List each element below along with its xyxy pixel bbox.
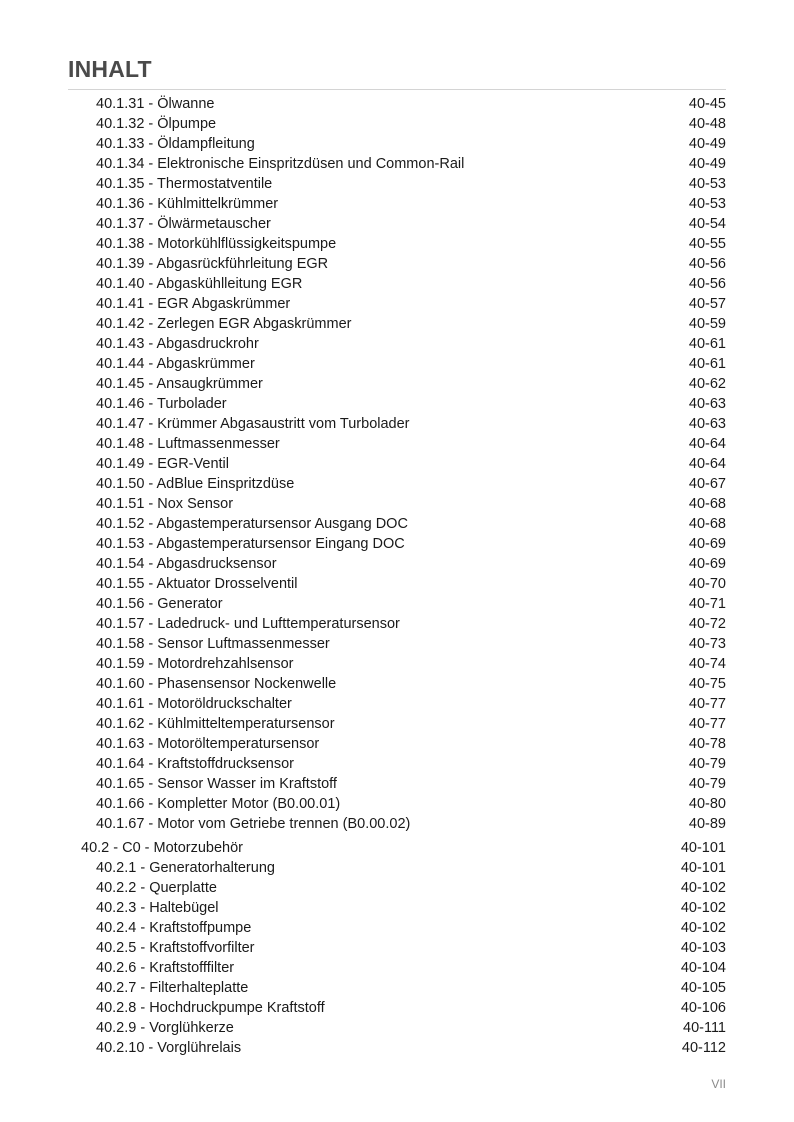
toc-entry-label: 40.1.57 - Ladedruck- und Lufttemperatursensor [96,616,400,632]
toc-entry[interactable] [0,1018,794,1038]
toc-entry-page: 40-59 [688,316,726,332]
toc-entry-page: 40-63 [688,396,726,412]
toc-entry-page: 40-63 [688,416,726,432]
toc-entry-page: 40-102 [680,920,726,936]
toc-entry-label: 40.1.56 - Generator [96,596,223,612]
toc-entry-page: 40-80 [688,796,726,812]
toc-entry-page: 40-48 [688,116,726,132]
toc-entry-label: 40.1.36 - Kühlmittelkrümmer [96,196,279,212]
toc-entry-label: 40.2 - C0 - Motorzubehör [81,840,243,856]
toc-entry-label: 40.1.48 - Luftmassenmesser [96,436,280,452]
toc-entry-label: 40.1.59 - Motordrehzahlsensor [96,656,294,672]
toc-entry[interactable] [0,938,794,958]
toc-entry-page: 40-71 [688,596,726,612]
toc-entry-page: 40-106 [680,1000,726,1016]
toc-entry-page: 40-53 [688,176,726,192]
toc-entry-page: 40-111 [683,1020,726,1036]
toc-entry-page: 40-72 [688,616,726,632]
toc-entry-label: 40.1.55 - Aktuator Drosselventil [96,576,298,592]
toc-entry-page: 40-55 [688,236,726,252]
toc-entry-page: 40-89 [688,816,726,832]
toc-entry-label: 40.2.4 - Kraftstoffpumpe [96,920,252,936]
toc-entry-label: 40.1.64 - Kraftstoffdrucksensor [96,756,295,772]
toc-entry-label: 40.2.1 - Generatorhalterung [96,860,275,876]
toc-entry-page: 40-77 [688,716,726,732]
toc-entry[interactable] [0,154,794,174]
toc-entry-page: 40-53 [688,196,726,212]
toc-entry-label: 40.1.37 - Ölwärmetauscher [96,216,271,232]
toc-entry-page: 40-68 [688,516,726,532]
toc-entry[interactable] [0,234,794,254]
toc-entry-page: 40-73 [688,636,726,652]
toc-entry-label: 40.1.58 - Sensor Luftmassenmesser [96,636,330,652]
toc-entry-page: 40-102 [680,880,726,896]
toc-entry-label: 40.2.8 - Hochdruckpumpe Kraftstoff [96,1000,325,1016]
toc-entry-label: 40.2.3 - Haltebügel [96,900,219,916]
toc-entry-label: 40.2.6 - Kraftstofffilter [96,960,235,976]
toc-entry-label: 40.1.63 - Motoröltemperatursensor [96,736,320,752]
toc-entry[interactable] [0,114,794,134]
toc-entry-page: 40-64 [688,456,726,472]
toc-entry[interactable] [0,454,794,474]
toc-entry[interactable] [0,214,794,234]
toc-entry-page: 40-56 [688,276,726,292]
toc-entry[interactable] [0,294,794,314]
toc-entry[interactable] [0,898,794,918]
toc-entry[interactable] [0,1038,794,1058]
toc-entry[interactable] [0,574,794,594]
title-divider [68,89,726,90]
table-of-contents [0,94,794,1058]
toc-entry[interactable] [0,314,794,334]
toc-section-heading[interactable] [0,838,794,858]
toc-entry[interactable] [0,334,794,354]
toc-entry-page: 40-67 [688,476,726,492]
toc-entry-label: 40.1.61 - Motoröldruckschalter [96,696,292,712]
toc-entry-label: 40.1.52 - Abgastemperatursensor Ausgang DOC [96,516,408,532]
toc-entry[interactable] [0,694,794,714]
toc-entry[interactable] [0,274,794,294]
toc-entry-page: 40-75 [688,676,726,692]
toc-entry-label: 40.1.38 - Motorkühlflüssigkeitspumpe [96,236,337,252]
toc-entry[interactable] [0,534,794,554]
toc-entry-label: 40.1.43 - Abgasdruckrohr [96,336,259,352]
toc-entry-label: 40.1.54 - Abgasdrucksensor [96,556,277,572]
toc-entry-label: 40.2.5 - Kraftstoffvorfilter [96,940,255,956]
toc-entry[interactable] [0,978,794,998]
toc-entry[interactable] [0,754,794,774]
toc-entry-label: 40.1.53 - Abgastemperatursensor Eingang DOC [96,536,405,552]
toc-entry[interactable] [0,514,794,534]
toc-entry-label: 40.1.67 - Motor vom Getriebe trennen (B0.00.02) [96,816,411,832]
toc-entry-label: 40.1.66 - Kompletter Motor (B0.00.01) [96,796,341,812]
toc-entry[interactable] [0,554,794,574]
toc-entry[interactable] [0,374,794,394]
toc-entry[interactable] [0,794,794,814]
toc-entry-page: 40-70 [688,576,726,592]
toc-entry-page: 40-112 [681,1040,726,1056]
toc-entry[interactable] [0,134,794,154]
toc-entry-label: 40.2.7 - Filterhalteplatte [96,980,249,996]
toc-entry-label: 40.1.32 - Ölpumpe [96,116,217,132]
toc-entry[interactable] [0,354,794,374]
toc-entry-label: 40.1.46 - Turbolader [96,396,227,412]
toc-entry[interactable] [0,858,794,878]
toc-entry-page: 40-105 [680,980,726,996]
toc-entry-label: 40.2.2 - Querplatte [96,880,217,896]
toc-entry[interactable] [0,174,794,194]
toc-entry[interactable] [0,734,794,754]
toc-entry-label: 40.1.47 - Krümmer Abgasaustritt vom Turbolader [96,416,410,432]
toc-entry-label: 40.1.49 - EGR-Ventil [96,456,229,472]
toc-entry-label: 40.1.35 - Thermostatventile [96,176,273,192]
toc-entry-page: 40-69 [688,536,726,552]
page-number: VII [711,1077,726,1091]
page-title: INHALT [68,56,152,82]
toc-entry-label: 40.1.65 - Sensor Wasser im Kraftstoff [96,776,337,792]
toc-entry-page: 40-79 [688,756,726,772]
toc-entry-page: 40-61 [688,336,726,352]
toc-entry[interactable] [0,394,794,414]
toc-entry-page: 40-101 [680,860,726,876]
toc-entry[interactable] [0,94,794,114]
toc-entry[interactable] [0,634,794,654]
toc-entry-page: 40-104 [680,960,726,976]
toc-entry-label: 40.1.40 - Abgaskühlleitung EGR [96,276,303,292]
toc-entry[interactable] [0,878,794,898]
toc-entry-label: 40.2.10 - Vorglührelais [96,1040,242,1056]
toc-entry[interactable] [0,814,794,834]
toc-entry-label: 40.1.60 - Phasensensor Nockenwelle [96,676,337,692]
toc-entry-page: 40-57 [688,296,726,312]
toc-entry[interactable] [0,714,794,734]
toc-entry-page: 40-69 [688,556,726,572]
toc-entry[interactable] [0,774,794,794]
toc-entry-page: 40-78 [688,736,726,752]
toc-entry-label: 40.1.31 - Ölwanne [96,96,215,112]
toc-entry[interactable] [0,918,794,938]
toc-entry[interactable] [0,254,794,274]
toc-entry-page: 40-77 [688,696,726,712]
toc-entry-label: 40.1.50 - AdBlue Einspritzdüse [96,476,295,492]
toc-entry[interactable] [0,958,794,978]
toc-entry[interactable] [0,998,794,1018]
toc-entry-page: 40-64 [688,436,726,452]
toc-entry[interactable] [0,434,794,454]
toc-entry-page: 40-102 [680,900,726,916]
toc-entry-page: 40-61 [688,356,726,372]
toc-entry-label: 40.1.45 - Ansaugkrümmer [96,376,263,392]
toc-entry-page: 40-101 [680,840,726,856]
toc-entry-page: 40-54 [688,216,726,232]
toc-entry-label: 40.1.42 - Zerlegen EGR Abgaskrümmer [96,316,352,332]
toc-entry-page: 40-103 [680,940,726,956]
toc-entry[interactable] [0,594,794,614]
toc-entry[interactable] [0,654,794,674]
toc-entry-label: 40.1.39 - Abgasrückführleitung EGR [96,256,329,272]
toc-entry-page: 40-49 [688,156,726,172]
toc-entry-label: 40.1.51 - Nox Sensor [96,496,234,512]
toc-entry[interactable] [0,614,794,634]
toc-entry-page: 40-62 [688,376,726,392]
toc-entry-page: 40-79 [688,776,726,792]
toc-entry-label: 40.1.62 - Kühlmitteltemperatursensor [96,716,335,732]
toc-entry[interactable] [0,494,794,514]
toc-entry[interactable] [0,674,794,694]
toc-entry-page: 40-56 [688,256,726,272]
toc-entry-label: 40.1.41 - EGR Abgaskrümmer [96,296,291,312]
toc-entry-label: 40.2.9 - Vorglühkerze [96,1020,234,1036]
toc-entry-page: 40-49 [688,136,726,152]
toc-entry-label: 40.1.44 - Abgaskrümmer [96,356,255,372]
toc-entry[interactable] [0,414,794,434]
toc-entry-page: 40-45 [688,96,726,112]
toc-entry-page: 40-74 [688,656,726,672]
toc-entry-label: 40.1.33 - Öldampfleitung [96,136,255,152]
toc-entry-label: 40.1.34 - Elektronische Einspritzdüsen und Common-Rail [96,156,465,172]
toc-entry[interactable] [0,474,794,494]
toc-entry[interactable] [0,194,794,214]
toc-entry-page: 40-68 [688,496,726,512]
